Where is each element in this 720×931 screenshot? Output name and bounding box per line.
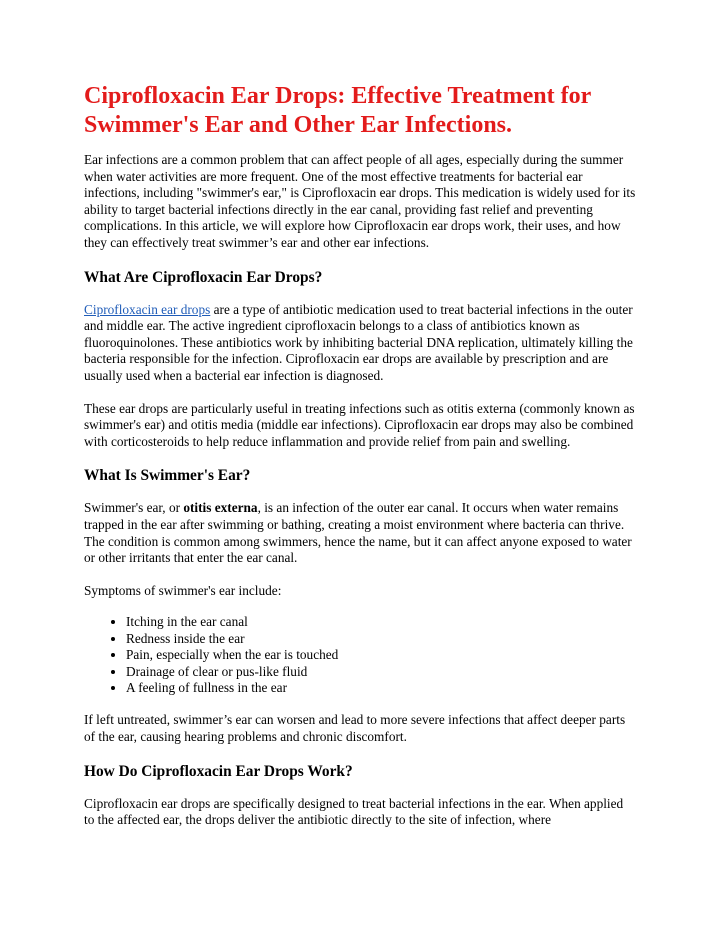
symptoms-list xyxy=(84,614,636,696)
list-item: • Drainage of clear or pus-like fluid xyxy=(126,664,636,680)
section2-paragraph-1-start: Swimmer's ear, or xyxy=(84,500,184,516)
symptoms-intro: Symptoms of swimmer's ear include: xyxy=(84,582,282,598)
list-item: • Redness inside the ear xyxy=(126,631,636,647)
section2-paragraph-after: If left untreated, swimmer’s ear can worsen and lead to more severe infections that affect deeper parts of the ear, causing hearing problems and chronic discomfort. xyxy=(84,712,626,744)
section-heading-how-work: How Do Ciprofloxacin Ear Drops Work? xyxy=(84,762,353,780)
section1-paragraph-1 xyxy=(84,302,636,385)
section2-paragraph-1 xyxy=(84,500,636,566)
title-line-2: Swimmer's Ear and Other Ear Infections. xyxy=(84,112,513,138)
list-item: • Itching in the ear canal xyxy=(126,614,636,630)
list-item: • Pain, especially when the ear is touched xyxy=(126,647,636,663)
page-title xyxy=(84,82,636,140)
title-line-1: Ciprofloxacin Ear Drops: Effective Treatment for xyxy=(84,83,592,109)
section1-paragraph-2: These ear drops are particularly useful in treating infections such as otitis externa (commonly known as swimmer's ear) and otitis media (middle ear infections). Ciprofloxacin ear drops may also be combined with corticosteroids to help reduce inflammation and provide relief from pain and swelling. xyxy=(84,400,635,449)
ciprofloxacin-ear-drops-link[interactable]: Ciprofloxacin ear drops xyxy=(84,301,211,317)
section2-paragraph-1-rest: , is an infection of the outer ear canal. It occurs when water remains trapped in the ear after swimming or bathing, creating a moist environment where bacteria can thrive. The condition is common among swimmers, hence the name, but it can affect anyone exposed to water or other irritants that enter the ear canal. xyxy=(84,500,632,566)
list-item: • A feeling of fullness in the ear xyxy=(126,680,636,696)
section3-paragraph-1: Ciprofloxacin ear drops are specifically designed to treat bacterial infections in the ear. When applied to the affected ear, the drops deliver the antibiotic directly to the site of infection, where xyxy=(84,795,624,828)
section1-paragraph-1-text: are a type of antibiotic medication used to treat bacterial infections in the outer and middle ear. The active ingredient ciprofloxacin belongs to a class of antibiotics known as fluoroquinolones. These antibiotics work by inhibiting bacterial DNA replication, ultimately killing the bacteria responsible for the infection. Ciprofloxacin ear drops are available by prescription and are usually used when a bacterial ear infection is diagnosed. xyxy=(84,301,633,383)
section-heading-swimmers-ear: What Is Swimmer's Ear? xyxy=(84,467,251,485)
otitis-externa-term: otitis externa xyxy=(183,500,258,516)
intro-paragraph: Ear infections are a common problem that can affect people of all ages, especially during the summer when water activities are more frequent. One of the most effective treatments for bacterial ear infections, including "swimmer's ear," is Ciprofloxacin ear drops. This medication is widely used for its ability to target bacterial infections directly in the ear canal, providing fast relief and preventing complications. In this article, we will explore how Ciprofloxacin ear drops work, their uses, and how they can effectively treat swimmer’s ear and other ear infections. xyxy=(84,152,636,250)
section-heading-what-are: What Are Ciprofloxacin Ear Drops? xyxy=(84,268,323,286)
